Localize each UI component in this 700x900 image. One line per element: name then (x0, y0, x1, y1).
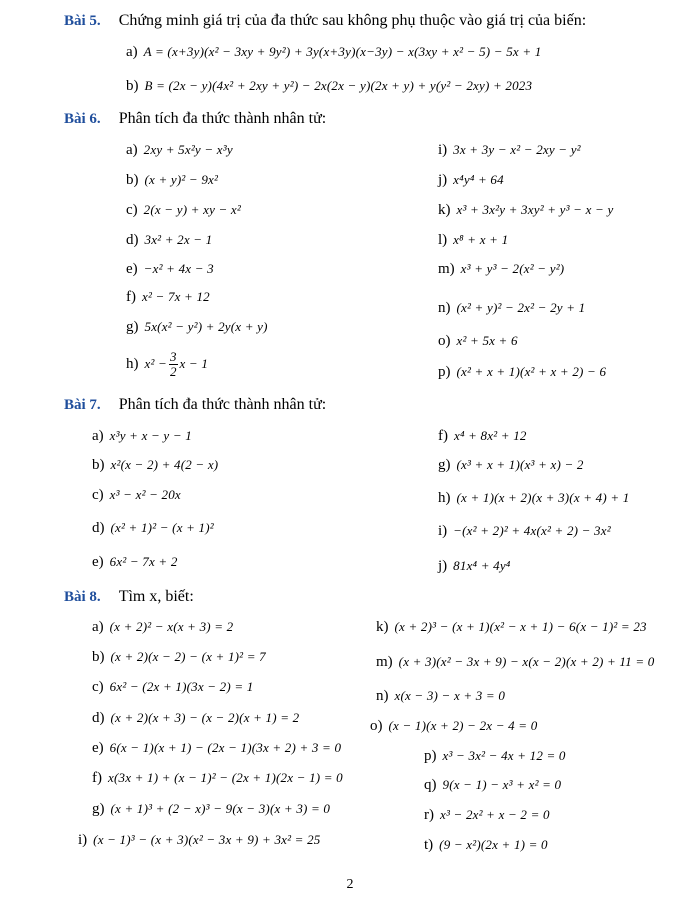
item-expression: x⁴y⁴ + 64 (453, 172, 504, 187)
item-label: t) (424, 837, 434, 853)
bai8-item-i (78, 832, 321, 848)
item-expression: (x + 1)³ + (2 − x)³ − 9(x − 3)(x + 3) = 0 (110, 801, 331, 816)
bai6-item-c (126, 202, 241, 218)
item-label: o) (438, 333, 451, 349)
bai7-title: Phân tích đa thức thành nhân tử: (118, 396, 327, 413)
item-expression: −(x² + 2)² + 4x(x² + 2) − 3x² (453, 523, 611, 538)
item-expression: (x² + y)² − 2x² − 2y + 1 (456, 300, 586, 315)
item-expression: (x² + x + 1)(x² + x + 2) − 6 (456, 364, 607, 379)
bai8-item-q (424, 777, 561, 793)
item-expression: B = (2x − y)(4x² + 2xy + y²) − 2x(2x − y)(2x + y) + y(y² − 2xy) + 2023 (144, 78, 533, 93)
item-label: c) (92, 679, 104, 695)
bai7-item-b (92, 457, 218, 473)
bai8-item-p (424, 748, 566, 764)
bai6-item-j (438, 172, 504, 188)
item-expression: (x − 1)³ − (x + 3)(x² − 3x + 9) + 3x² = 25 (93, 832, 321, 847)
item-label: d) (92, 520, 105, 536)
bai8-item-d (92, 710, 299, 726)
bai6-item-n (438, 300, 585, 316)
item-expression: x³ − x² − 20x (109, 487, 181, 502)
item-label: o) (370, 718, 383, 734)
bai7-item-e (92, 554, 178, 570)
item-label: b) (126, 172, 139, 188)
bai5-number: Bài 5. (64, 13, 101, 29)
bai8-item-r (424, 807, 550, 823)
item-expression: (x + y)² − 9x² (144, 172, 219, 187)
item-expression: x⁴ + 8x² + 12 (454, 428, 527, 443)
item-expression: 2(x − y) + xy − x² (143, 202, 241, 217)
item-expression: (x + 2)² − x(x + 3) = 2 (109, 619, 234, 634)
item-expression: 2xy + 5x²y − x³y (143, 142, 233, 157)
item-label: i) (78, 832, 88, 848)
bai8-item-m (376, 654, 654, 670)
item-expression: 81x⁴ + 4y⁴ (453, 558, 511, 573)
item-label: d) (126, 232, 139, 248)
bai8-item-n (376, 688, 505, 704)
fraction-denominator: 2 (170, 363, 177, 379)
bai7-item-f (438, 428, 527, 444)
bai8-heading (64, 589, 194, 605)
bai6-item-o (438, 333, 518, 349)
item-label: q) (424, 777, 437, 793)
item-label: g) (126, 319, 139, 335)
bai7-item-h (438, 490, 629, 506)
item-label: h) (126, 355, 139, 372)
bai7-heading (64, 397, 326, 413)
item-label: a) (126, 142, 138, 158)
item-label: f) (92, 770, 102, 786)
bai6-item-p (438, 364, 606, 380)
bai6-item-d (126, 232, 212, 248)
item-expression: A = (x+3y)(x² − 3xy + 9y²) + 3y(x+3y)(x−3y) − x(3xy + x² − 5) − 5x + 1 (143, 44, 542, 59)
item-label: l) (438, 232, 448, 248)
bai8-number: Bài 8. (64, 589, 101, 605)
bai8-item-b (92, 649, 266, 665)
item-label: a) (126, 44, 138, 60)
bai7-item-j (438, 558, 511, 574)
bai6-item-k (438, 202, 613, 218)
item-expression: 3x² + 2x − 1 (144, 232, 213, 247)
item-expression: x⁸ + x + 1 (453, 232, 509, 247)
item-expression: −x² + 4x − 3 (143, 261, 214, 276)
item-label: r) (424, 807, 434, 823)
item-expression: (x + 2)³ − (x + 1)(x² − x + 1) − 6(x − 1)² = 23 (394, 619, 647, 634)
item-expression: 6x² − 7x + 2 (109, 554, 178, 569)
item-expression: 5x(x² − y²) + 2y(x + y) (144, 319, 268, 334)
item-label: i) (438, 523, 448, 539)
item-expression: (x² + 1)² − (x + 1)² (110, 520, 214, 535)
bai6-item-l (438, 232, 508, 248)
item-expression: x² − 7x + 12 (142, 289, 210, 304)
item-expression: 6(x − 1)(x + 1) − (2x − 1)(3x + 2) + 3 = 0 (109, 740, 342, 755)
item-expression-end: x − 1 (179, 355, 209, 371)
item-label: b) (92, 649, 105, 665)
bai8-title: Tìm x, biết: (118, 588, 194, 605)
item-expression: x(x − 3) − x + 3 = 0 (394, 688, 506, 703)
item-expression: x²(x − 2) + 4(2 − x) (110, 457, 219, 472)
item-expression: (x + 3)(x² − 3x + 9) − x(x − 2)(x + 2) + 11 = 0 (398, 654, 655, 669)
item-expression: (x³ + x + 1)(x³ + x) − 2 (456, 457, 584, 472)
bai6-item-b (126, 172, 218, 188)
bai6-title: Phân tích đa thức thành nhân tử: (118, 110, 327, 127)
bai8-item-o (370, 718, 537, 734)
item-label: h) (438, 490, 451, 506)
item-label: f) (126, 289, 136, 305)
item-label: b) (126, 78, 139, 94)
item-label: m) (438, 261, 455, 277)
item-expression: 6x² − (2x + 1)(3x − 2) = 1 (109, 679, 254, 694)
item-label: a) (92, 428, 104, 444)
item-expression: x³ − 3x² − 4x + 12 = 0 (442, 748, 566, 763)
item-expression: (x + 2)(x + 3) − (x − 2)(x + 1) = 2 (110, 710, 300, 725)
bai7-item-i (438, 523, 611, 539)
bai6-item-e (126, 261, 214, 277)
item-label: k) (376, 619, 389, 635)
item-label: j) (438, 558, 448, 574)
item-expression: x³y + x − y − 1 (109, 428, 192, 443)
item-expression: (x − 1)(x + 2) − 2x − 4 = 0 (388, 718, 538, 733)
bai8-item-e (92, 740, 341, 756)
bai7-number: Bài 7. (64, 397, 101, 413)
item-label: e) (126, 261, 138, 277)
item-label: e) (92, 554, 104, 570)
page-number: 2 (346, 877, 354, 892)
fraction (169, 350, 178, 378)
bai5-item-b (126, 78, 532, 94)
bai7-item-g (438, 457, 584, 473)
bai8-item-t (424, 837, 548, 853)
item-expression: (9 − x²)(2x + 1) = 0 (439, 837, 548, 852)
bai6-item-f (126, 289, 210, 305)
bai8-item-c (92, 679, 253, 695)
bai7-item-c (92, 487, 181, 503)
bai6-item-g (126, 319, 268, 335)
item-label: f) (438, 428, 448, 444)
bai7-item-d (92, 520, 214, 536)
bai8-item-f (92, 770, 343, 786)
item-label: p) (438, 364, 451, 380)
item-label: n) (438, 300, 451, 316)
item-label: d) (92, 710, 105, 726)
bai6-number: Bài 6. (64, 111, 101, 127)
item-label: c) (92, 487, 104, 503)
item-expression: x³ + 3x²y + 3xy² + y³ − x − y (456, 202, 614, 217)
bai6-item-m (438, 261, 564, 277)
item-expression: x³ + y³ − 2(x² − y²) (460, 261, 565, 276)
item-label: e) (92, 740, 104, 756)
item-expression: x(3x + 1) + (x − 1)² − (2x + 1)(2x − 1) = 0 (108, 770, 343, 785)
item-label: m) (376, 654, 393, 670)
item-label: i) (438, 142, 448, 158)
fraction-numerator: 3 (170, 349, 177, 364)
item-expression: 3x + 3y − x² − 2xy − y² (453, 142, 581, 157)
item-expression: 9(x − 1) − x³ + x² = 0 (442, 777, 562, 792)
bai8-item-a (92, 619, 233, 635)
item-label: g) (438, 457, 451, 473)
bai6-heading (64, 111, 326, 127)
item-label: g) (92, 801, 105, 817)
item-label: k) (438, 202, 451, 218)
item-expression-start: x² − (144, 355, 167, 371)
item-expression: x² + 5x + 6 (456, 333, 518, 348)
item-label: a) (92, 619, 104, 635)
bai6-item-h (126, 350, 208, 378)
bai6-item-a (126, 142, 233, 158)
bai6-item-i (438, 142, 581, 158)
item-label: b) (92, 457, 105, 473)
item-expression: (x + 1)(x + 2)(x + 3)(x + 4) + 1 (456, 490, 630, 505)
item-label: p) (424, 748, 437, 764)
item-expression: (x + 2)(x − 2) − (x + 1)² = 7 (110, 649, 266, 664)
bai8-item-k (376, 619, 647, 635)
item-label: n) (376, 688, 389, 704)
bai5-heading (64, 13, 586, 29)
item-expression: x³ − 2x² + x − 2 = 0 (440, 807, 550, 822)
bai8-item-g (92, 801, 330, 817)
bai5-item-a (126, 44, 541, 60)
bai5-title: Chứng minh giá trị của đa thức sau không phụ thuộc vào giá trị của biến: (118, 12, 587, 29)
item-label: c) (126, 202, 138, 218)
bai7-item-a (92, 428, 192, 444)
item-label: j) (438, 172, 448, 188)
